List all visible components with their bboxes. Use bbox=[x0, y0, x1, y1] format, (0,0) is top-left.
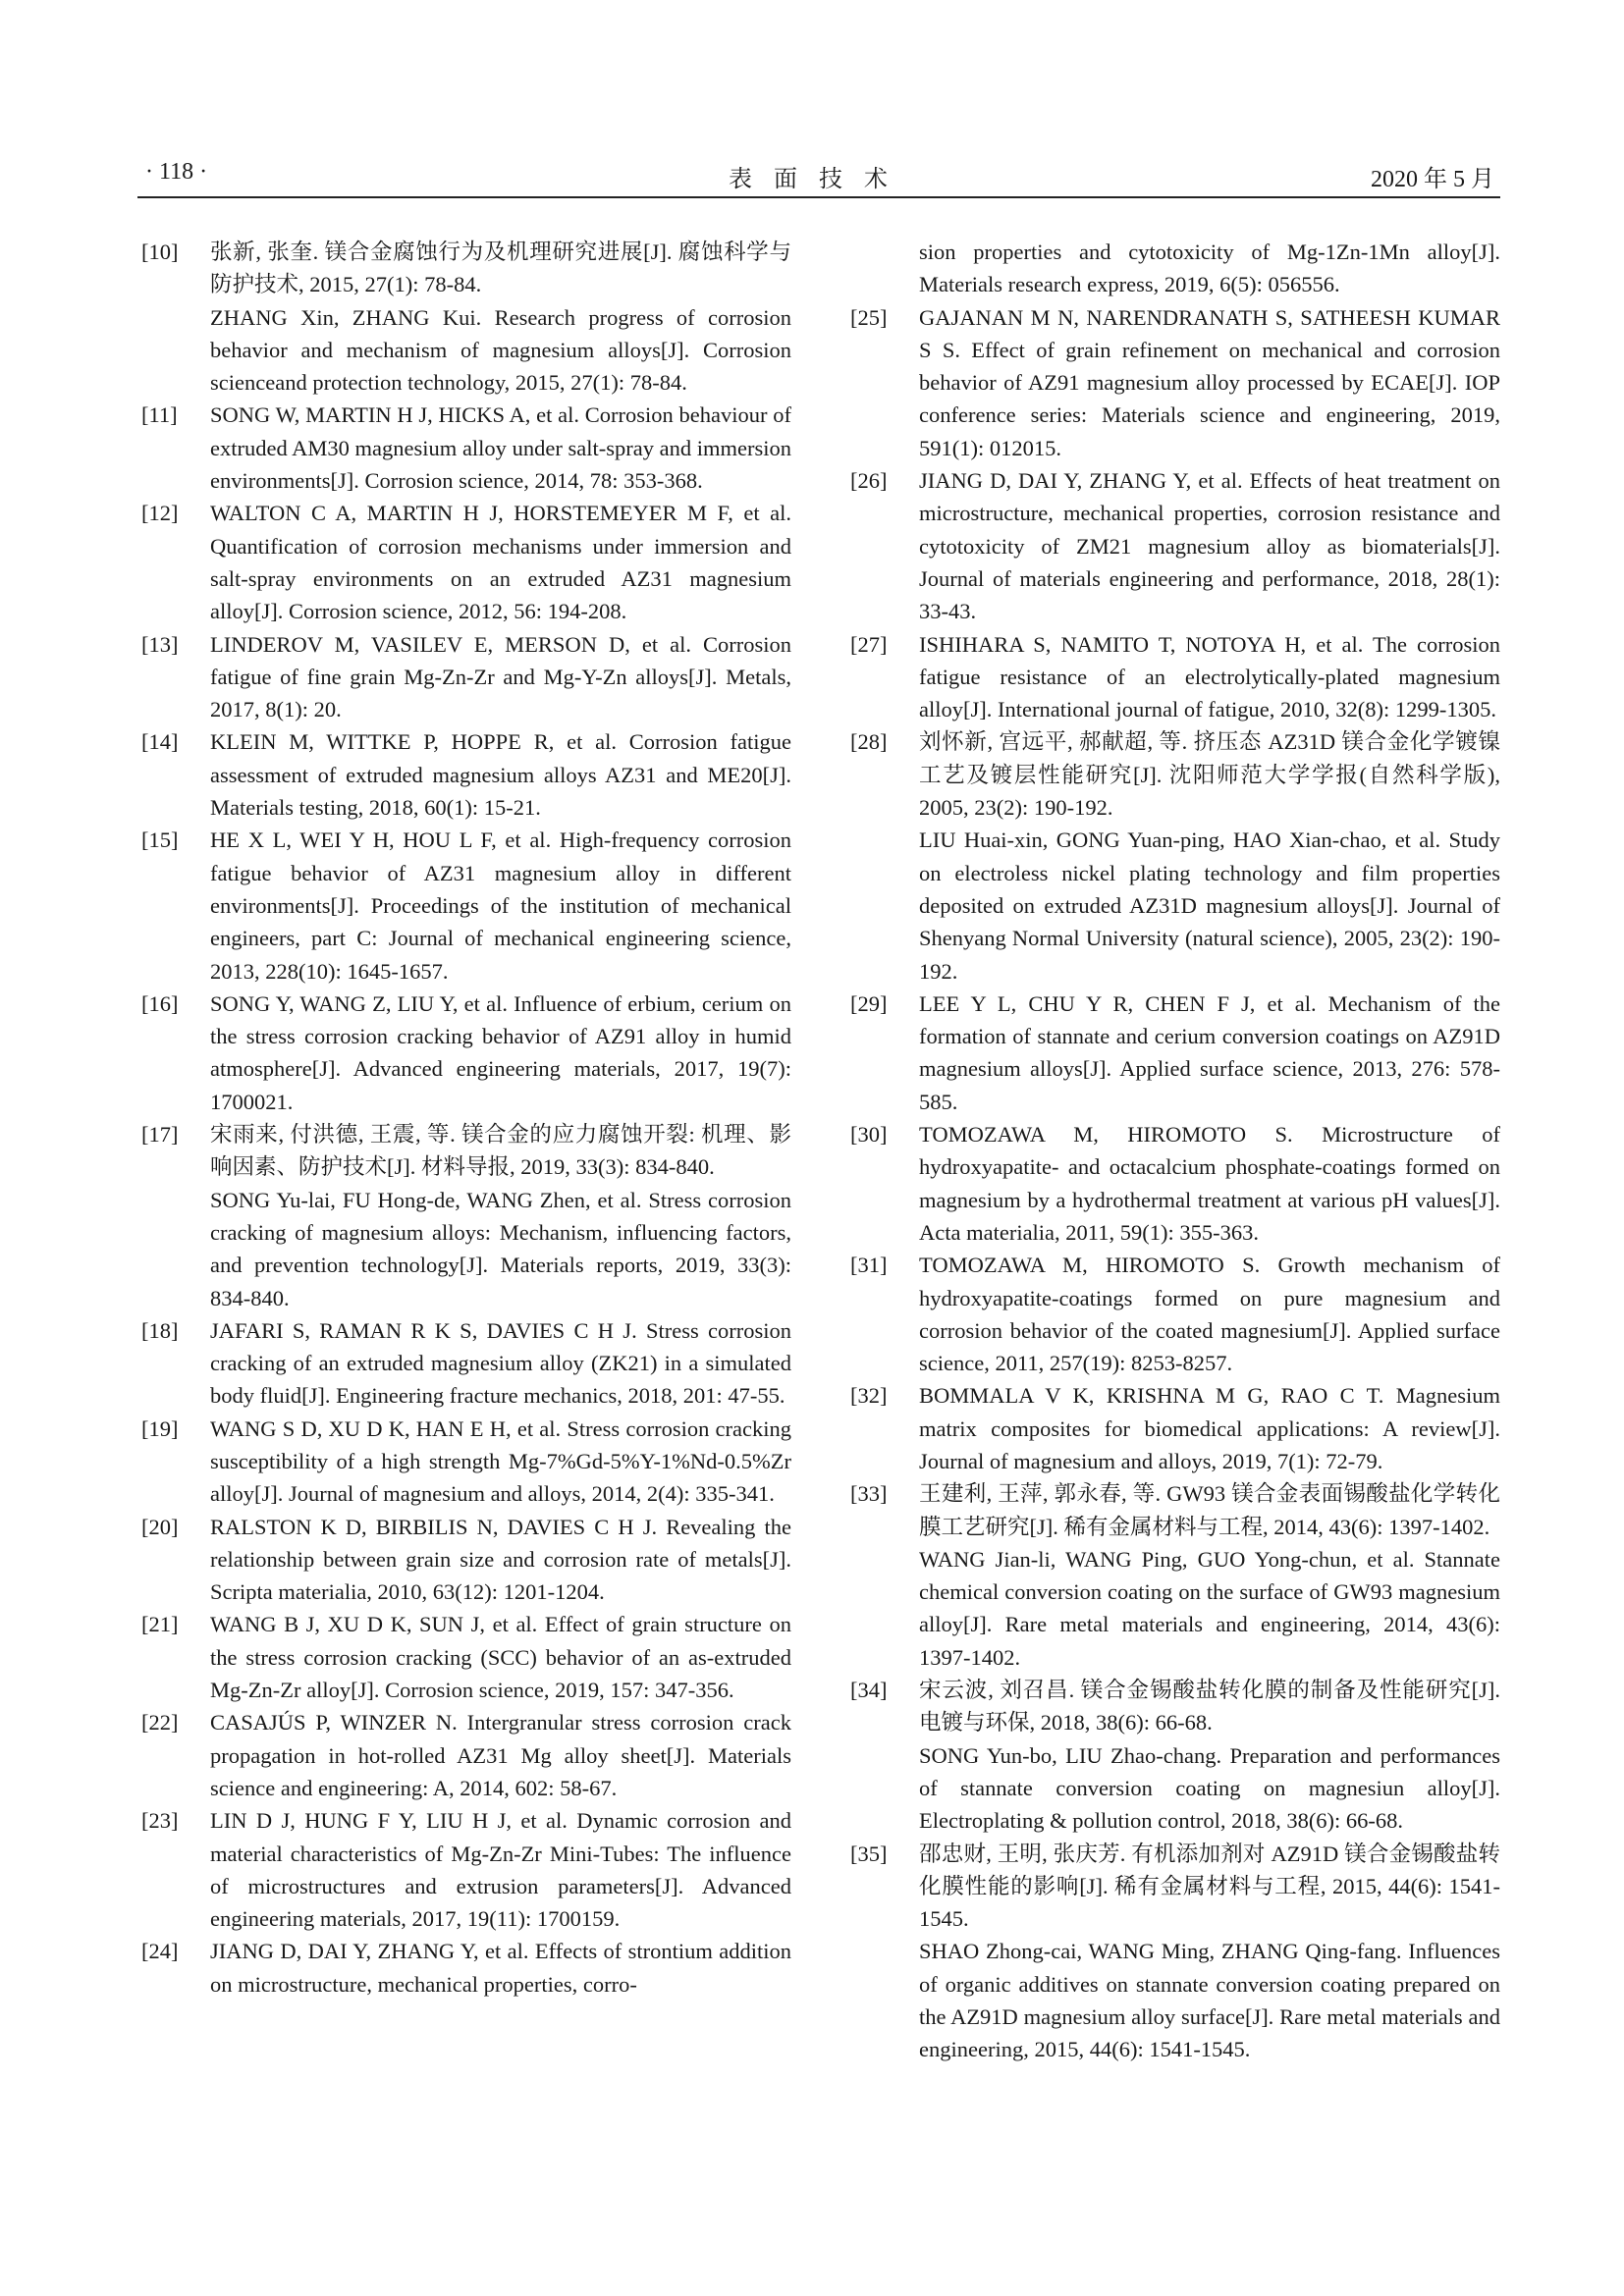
reference-text: LIN D J, HUNG F Y, LIU H J, et al. Dynamic corrosion and material characteristics of Mg-Zn-Zr Mini-Tubes: The influence of microstructures and extrusion parameters[J]. Advanced engineering materials, 2017, 19(11): 1700159. bbox=[210, 1808, 791, 1932]
reference-number: [28] bbox=[850, 729, 888, 755]
reference-text: 宋云波, 刘召昌. 镁合金锡酸盐转化膜的制备及性能研究[J]. 电镀与环保, 2018, 38(6): 66-68. bbox=[919, 1678, 1500, 1735]
reference-entry bbox=[846, 1674, 1500, 1837]
reference-number: [21] bbox=[141, 1612, 179, 1637]
reference-entry bbox=[137, 988, 791, 1118]
reference-number: [18] bbox=[141, 1317, 179, 1343]
page-number: · 118 · bbox=[145, 159, 208, 185]
reference-text: SONG Y, WANG Z, LIU Y, et al. Influence of erbium, cerium on the stress corrosion cracking behavior of AZ91 alloy in humid atmosphere[J]. Advanced engineering materials, 2017, 19(7): 1700021. bbox=[210, 990, 791, 1114]
reference-entry bbox=[137, 1706, 791, 1804]
reference-number: [11] bbox=[141, 402, 178, 428]
reference-text: TOMOZAWA M, HIROMOTO S. Growth mechanism of hydroxyapatite-coatings formed on pure magnesium and corrosion behavior of the coated magnesium[J]. Applied surface science, 2011, 257(19): 8253-8257. bbox=[919, 1253, 1500, 1376]
reference-number: [13] bbox=[141, 631, 179, 657]
reference-number: [32] bbox=[850, 1383, 888, 1409]
reference-entry bbox=[846, 628, 1500, 726]
reference-number: [16] bbox=[141, 990, 179, 1016]
reference-text: WALTON C A, MARTIN H J, HORSTEMEYER M F, et al. Quantification of corrosion mechanisms under immersion and salt-spray environments on an extruded AZ31 magnesium alloy[J]. Corrosion science, 2012, 56: 194-208. bbox=[210, 501, 791, 624]
reference-text: JAFARI S, RAMAN R K S, DAVIES C H J. Stress corrosion cracking of an extruded magnesium alloy (ZK21) in a simulated body fluid[J]. Engineering fracture mechanics, 2018, 201: 47-55. bbox=[210, 1317, 791, 1409]
reference-entry bbox=[137, 628, 791, 726]
reference-entry bbox=[137, 1608, 791, 1706]
reference-number: [14] bbox=[141, 729, 179, 755]
reference-number: [23] bbox=[141, 1808, 179, 1834]
reference-translation: LIU Huai-xin, GONG Yuan-ping, HAO Xian-chao, et al. Study on electroless nickel plating technology and film properties deposited on extruded AZ31D magnesium alloys[J]. Journal of Shenyang Normal University (natural science), 2005, 23(2): 190-192. bbox=[919, 828, 1500, 984]
reference-entry bbox=[137, 725, 791, 824]
reference-translation: WANG Jian-li, WANG Ping, GUO Yong-chun, et al. Stannate chemical conversion coating on the surface of GW93 magnesium alloy[J]. Rare metal materials and engineering, 2014, 43(6): 1397-1402. bbox=[919, 1546, 1500, 1670]
issue-date: 2020 年 5 月 bbox=[1371, 167, 1494, 192]
reference-translation: SONG Yun-bo, LIU Zhao-chang. Preparation and performances of stannate conversion coating on magnesiun alloy[J]. Electroplating & pollution control, 2018, 38(6): 66-68. bbox=[919, 1742, 1500, 1834]
reference-text: 刘怀新, 宫远平, 郝献超, 等. 挤压态 AZ31D 镁合金化学镀镍工艺及镀层性能研究[J]. 沈阳师范大学学报(自然科学版), 2005, 23(2): 190-192. bbox=[919, 729, 1500, 821]
reference-text: JIANG D, DAI Y, ZHANG Y, et al. Effects of strontium addition on microstructure, mechanical properties, corro- bbox=[210, 1939, 791, 1997]
reference-entry bbox=[846, 1477, 1500, 1674]
reference-text: SONG W, MARTIN H J, HICKS A, et al. Corrosion behaviour of extruded AM30 magnesium alloy under salt-spray and immersion environments[J]. Corrosion science, 2014, 78: 353-368. bbox=[210, 402, 791, 494]
reference-number: [33] bbox=[850, 1481, 888, 1507]
reference-entry bbox=[137, 1413, 791, 1511]
reference-number: [31] bbox=[850, 1253, 888, 1278]
journal-title: 表面技术 bbox=[729, 167, 909, 192]
reference-number: [25] bbox=[850, 304, 888, 330]
reference-entry bbox=[846, 1379, 1500, 1477]
reference-number: [19] bbox=[141, 1415, 179, 1441]
references-right-column bbox=[846, 236, 1500, 2066]
reference-entry bbox=[137, 824, 791, 987]
reference-number: [34] bbox=[850, 1678, 888, 1703]
reference-text: WANG B J, XU D K, SUN J, et al. Effect of grain structure on the stress corrosion cracking (SCC) behavior of an as-extruded Mg-Zn-Zr alloy[J]. Corrosion science, 2019, 157: 347-356. bbox=[210, 1612, 791, 1703]
reference-translation: ZHANG Xin, ZHANG Kui. Research progress of corrosion behavior and mechanism of magnesium alloys[J]. Corrosion scienceand protection technology, 2015, 27(1): 78-84. bbox=[210, 304, 791, 396]
reference-entry bbox=[137, 497, 791, 627]
reference-text: CASAJÚS P, WINZER N. Intergranular stress corrosion crack propagation in hot-rolled AZ31 Mg alloy sheet[J]. Materials science and engineering: A, 2014, 602: 58-67. bbox=[210, 1710, 791, 1800]
reference-translation: SONG Yu-lai, FU Hong-de, WANG Zhen, et al. Stress corrosion cracking of magnesium alloys: Mechanism, influencing factors, and prevention technology[J]. Materials reports, 2019, 33(3): 834-840. bbox=[210, 1187, 791, 1310]
reference-text: JIANG D, DAI Y, ZHANG Y, et al. Effects of heat treatment on microstructure, mechanical properties, corrosion resistance and cytotoxicity of ZM21 magnesium alloy as biomaterials[J]. Journal of materials engineering and performance, 2018, 28(1): 33-43. bbox=[919, 468, 1500, 624]
reference-entry bbox=[846, 464, 1500, 627]
reference-text: 张新, 张奎. 镁合金腐蚀行为及机理研究进展[J]. 腐蚀科学与防护技术, 2015, 27(1): 78-84. bbox=[210, 240, 791, 297]
reference-text: ISHIHARA S, NAMITO T, NOTOYA H, et al. The corrosion fatigue resistance of an electrolytically-plated magnesium alloy[J]. International journal of fatigue, 2010, 32(8): 1299-1305. bbox=[919, 631, 1500, 722]
reference-text: TOMOZAWA M, HIROMOTO S. Microstructure of hydroxyapatite- and octacalcium phosphate-coatings formed on magnesium by a hydrothermal treatment at various pH values[J]. Acta materialia, 2011, 59(1): 355-363. bbox=[919, 1122, 1500, 1245]
reference-number: [15] bbox=[141, 828, 179, 853]
reference-entry bbox=[137, 1314, 791, 1413]
reference-number: [12] bbox=[141, 501, 179, 526]
reference-text: LINDEROV M, VASILEV E, MERSON D, et al. Corrosion fatigue of fine grain Mg-Zn-Zr and Mg-Y-Zn alloys[J]. Metals, 2017, 8(1): 20. bbox=[210, 631, 791, 722]
reference-entry bbox=[846, 1118, 1500, 1249]
reference-number: [10] bbox=[141, 240, 179, 264]
reference-entry bbox=[137, 399, 791, 497]
reference-entry bbox=[137, 1511, 791, 1609]
reference-entry bbox=[137, 1804, 791, 1935]
reference-text: GAJANAN M N, NARENDRANATH S, SATHEESH KUMAR S S. Effect of grain refinement on mechanical and corrosion behavior of AZ91 magnesium alloy processed by ECAE[J]. IOP conference series: Materials science and engineering, 2019, 591(1): 012015. bbox=[919, 304, 1500, 460]
reference-text: HE X L, WEI Y H, HOU L F, et al. High-frequency corrosion fatigue behavior of AZ31 magnesium alloy in different environments[J]. Proceedings of the institution of mechanical engineers, part C: Journal of mechanical engineering science, 2013, 228(10): 1645-1657. bbox=[210, 828, 791, 984]
reference-entry bbox=[137, 1118, 791, 1314]
reference-entry bbox=[846, 725, 1500, 987]
reference-entry bbox=[846, 1838, 1500, 2066]
reference-number: [30] bbox=[850, 1122, 888, 1148]
reference-text: sion properties and cytotoxicity of Mg-1Zn-1Mn alloy[J]. Materials research express, 2019, 6(5): 056556. bbox=[919, 240, 1500, 297]
reference-number: [26] bbox=[850, 468, 888, 494]
reference-text: BOMMALA V K, KRISHNA M G, RAO C T. Magnesium matrix composites for biomedical applications: A review[J]. Journal of magnesium and alloys, 2019, 7(1): 72-79. bbox=[919, 1383, 1500, 1473]
reference-entry bbox=[846, 301, 1500, 464]
reference-text: WANG S D, XU D K, HAN E H, et al. Stress corrosion cracking susceptibility of a high strength Mg-7%Gd-5%Y-1%Nd-0.5%Zr alloy[J]. Journal of magnesium and alloys, 2014, 2(4): 335-341. bbox=[210, 1415, 791, 1507]
reference-text: 邵忠财, 王明, 张庆芳. 有机添加剂对 AZ91D 镁合金锡酸盐转化膜性能的影响[J]. 稀有金属材料与工程, 2015, 44(6): 1541-1545. bbox=[919, 1841, 1500, 1932]
reference-number: [22] bbox=[141, 1710, 179, 1735]
reference-text: 王建利, 王萍, 郭永春, 等. GW93 镁合金表面锡酸盐化学转化膜工艺研究[J]. 稀有金属材料与工程, 2014, 43(6): 1397-1402. bbox=[919, 1481, 1500, 1539]
reference-entry bbox=[846, 988, 1500, 1118]
reference-number: [20] bbox=[141, 1514, 179, 1539]
references-left-column bbox=[137, 236, 791, 2001]
reference-number: [29] bbox=[850, 990, 888, 1016]
reference-entry bbox=[846, 1249, 1500, 1379]
reference-text: RALSTON K D, BIRBILIS N, DAVIES C H J. Revealing the relationship between grain size and corrosion rate of metals[J]. Scripta materialia, 2010, 63(12): 1201-1204. bbox=[210, 1514, 791, 1605]
reference-entry bbox=[137, 1935, 791, 2001]
reference-text: 宋雨来, 付洪德, 王震, 等. 镁合金的应力腐蚀开裂: 机理、影响因素、防护技术[J]. 材料导报, 2019, 33(3): 834-840. bbox=[210, 1122, 791, 1180]
reference-text: LEE Y L, CHU Y R, CHEN F J, et al. Mechanism of the formation of stannate and cerium conversion coatings on AZ91D magnesium alloys[J]. Applied surface science, 2013, 276: 578-585. bbox=[919, 990, 1500, 1114]
reference-entry bbox=[137, 236, 791, 399]
reference-number: [35] bbox=[850, 1841, 888, 1866]
reference-entry bbox=[846, 236, 1500, 301]
reference-number: [24] bbox=[141, 1939, 179, 1964]
reference-number: [27] bbox=[850, 631, 888, 657]
reference-number: [17] bbox=[141, 1122, 179, 1148]
reference-text: KLEIN M, WITTKE P, HOPPE R, et al. Corrosion fatigue assessment of extruded magnesium alloys AZ31 and ME20[J]. Materials testing, 2018, 60(1): 15-21. bbox=[210, 729, 791, 821]
reference-translation: SHAO Zhong-cai, WANG Ming, ZHANG Qing-fang. Influences of organic additives on stannate conversion coating prepared on the AZ91D magnesium alloy surface[J]. Rare metal materials and engineering, 2015, 44(6): 1541-1545. bbox=[919, 1939, 1500, 2062]
page-header bbox=[137, 157, 1500, 198]
